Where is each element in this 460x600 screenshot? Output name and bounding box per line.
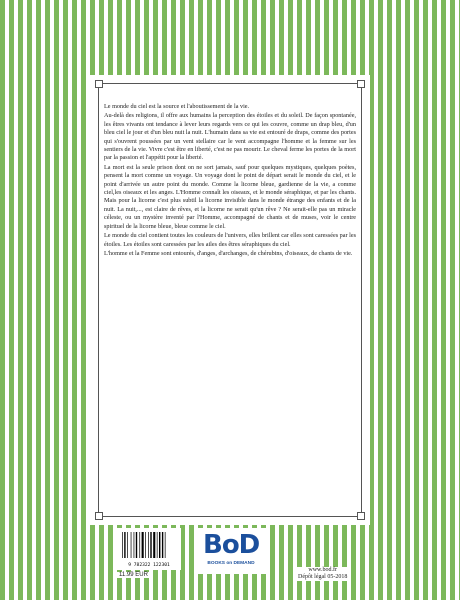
publisher-logo <box>195 528 267 574</box>
paragraph: La mort est la seule prison dont on ne sort jamais, sauf pour quelques mystiques, quelques poètes, pensent la mort comme un voyage. Un voyage dont le point de départ serait le monde du ciel, et le point d'arrivée un autre point du monde. Comme la licorne bleue, gardienne de la vie, a comme ciel,les oiseaux et les anges. L'Homme connaît les oiseaux, et le monde séraphique, et par les chants. Mais pour la licorne c'est plus subtil la licorne invisible dans le monde étrange des enfants et de la nuit. La nuit,..., est claire de rêves, et la licorne ne serait qu'un rêve ? Ne serait-elle pas un miracle céleste, ou un mystère inventé par l'Homme, accompagné de chants et de muses, voir le centre spirituel de la licorne bleue, bleue comme le ciel. <box>104 163 356 230</box>
frame-corner <box>357 80 365 88</box>
price-label: 11.99 EUR <box>119 572 148 578</box>
back-cover-text-panel <box>90 75 370 525</box>
legal-deposit-text: Dépôt légal 05-2018 <box>298 574 348 580</box>
paragraph: Le monde du ciel est la source et l'aboutissement de la vie. <box>104 103 250 110</box>
barcode <box>117 528 181 570</box>
barcode-number: 9 782322 122301 <box>128 563 170 568</box>
publication-info <box>296 567 349 581</box>
frame-corner <box>95 512 103 520</box>
paragraph: Le monde du ciel contient toutes les couleurs de l'univers, elles brillent car elles sont caressées par les étoiles. Les étoiles sont caressées par les ailes des êtres séraphiques du ciel. <box>104 232 356 248</box>
logo-text: BoD <box>203 530 260 560</box>
paragraph: L'homme et la Femme sont entourés, d'anges, d'archanges, de chérubins, d'oiseaux, de chants de vie. <box>104 249 353 257</box>
blurb-text <box>104 103 356 259</box>
paragraph: Au-delà des religions, il offre aux humains la perception des étoiles et du soleil. De façon spontanée, les êtres vivants ont tendance à lever leurs regards vers ce qui les couvre, comme un drap bleu, d'un bleu ciel le jour et d'un bleu nuit la nuit. L'humain dans sa vie est entouré de draps, comme des portes qui s'ouvrent poussées par un vent stellaire car le vent accompagne l'homme et la femme sur les sentiers de la vie. Vivre c'est être en liberté, c'est ne pas mourir. Le cheval ferme les portes de la mort par la passion et l'appétit pour la liberté. <box>104 112 356 162</box>
frame-corner <box>95 80 103 88</box>
barcode-bars <box>121 532 177 558</box>
website-text: www.bod.fr <box>308 567 337 573</box>
logo-subtitle: BOOKS on DEMAND <box>207 561 255 566</box>
frame-corner <box>357 512 365 520</box>
